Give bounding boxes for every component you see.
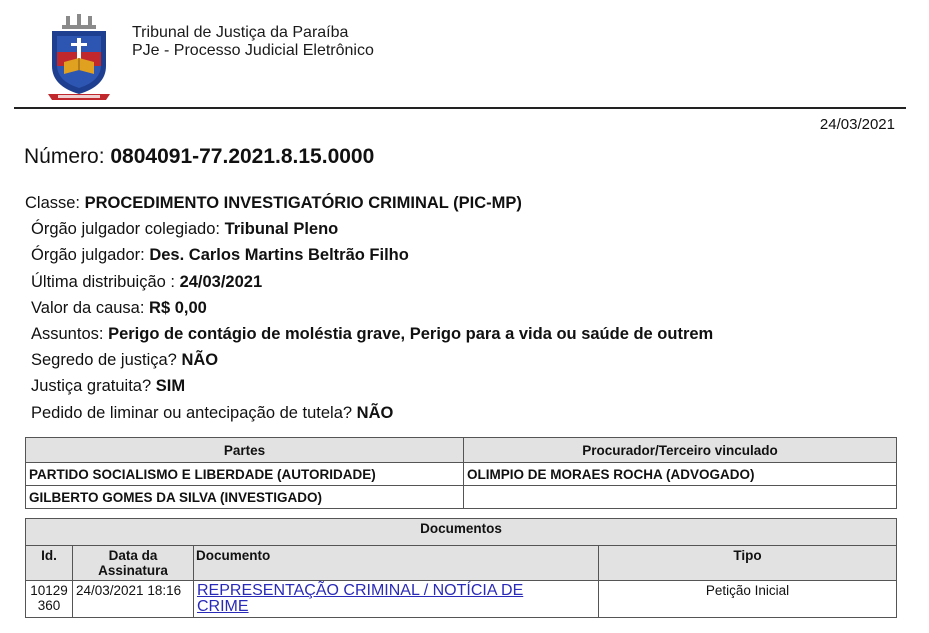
field-justica-gratuita: Justiça gratuita? SIM: [31, 377, 186, 396]
parte-cell: PARTIDO SOCIALISMO E LIBERDADE (AUTORIDADE): [26, 463, 464, 486]
documentos-table: [25, 518, 897, 618]
field-classe: Classe: PROCEDIMENTO INVESTIGATÓRIO CRIMINAL (PIC-MP): [25, 194, 522, 212]
process-number-label: Número:: [24, 145, 105, 168]
field-valor-causa: Valor da causa: R$ 0,00: [31, 298, 207, 317]
procurador-header: Procurador/Terceiro vinculado: [464, 438, 897, 463]
doc-link-cell: [194, 581, 599, 618]
system-name: PJe - Processo Judicial Eletrônico: [132, 42, 374, 59]
documentos-caption: Documentos: [26, 519, 897, 546]
procurador-cell: OLIMPIO DE MORAES ROCHA (ADVOGADO): [464, 463, 897, 486]
documento-header: Documento: [194, 546, 599, 581]
document-link[interactable]: REPRESENTAÇÃO CRIMINAL / NOTÍCIA DE CRIME: [197, 582, 524, 615]
process-number-value: 0804091-77.2021.8.15.0000: [110, 145, 375, 168]
print-date: 24/03/2021: [819, 116, 895, 133]
court-name: Tribunal de Justiça da Paraíba: [132, 24, 349, 41]
documentos-caption-row: [26, 519, 897, 546]
table-row: [26, 486, 897, 509]
id-header: Id.: [26, 546, 73, 581]
field-orgao-colegiado: Órgão julgador colegiado: Tribunal Pleno: [31, 220, 339, 239]
doc-type-cell: Petição Inicial: [599, 581, 897, 618]
header-divider: [14, 107, 906, 109]
header-text: [132, 24, 374, 60]
table-row: [26, 581, 897, 618]
doc-date-cell: 24/03/2021 18:16: [73, 581, 194, 618]
court-crest-icon: [44, 14, 114, 104]
parte-cell: GILBERTO GOMES DA SILVA (INVESTIGADO): [26, 486, 464, 509]
process-number: [24, 145, 374, 169]
doc-id-cell: 10129 360: [26, 581, 73, 618]
procurador-cell: [464, 486, 897, 509]
data-assinatura-header: Data da Assinatura: [73, 546, 194, 581]
field-orgao-julgador: Órgão julgador: Des. Carlos Martins Beltrão Filho: [31, 246, 409, 265]
documentos-header-row: [26, 546, 897, 581]
partes-header-row: [26, 438, 897, 463]
tipo-header: Tipo: [599, 546, 897, 581]
partes-header: Partes: [26, 438, 464, 463]
field-assuntos: Assuntos: Perigo de contágio de moléstia grave, Perigo para a vida ou saúde de outrem: [31, 324, 714, 343]
process-fields: [25, 191, 713, 427]
field-pedido-liminar: Pedido de liminar ou antecipação de tutela? NÃO: [31, 403, 394, 422]
field-ultima-distribuicao: Última distribuição : 24/03/2021: [31, 272, 263, 291]
partes-table: [25, 437, 897, 509]
table-row: [26, 463, 897, 486]
field-segredo-justica: Segredo de justiça? NÃO: [31, 351, 219, 370]
